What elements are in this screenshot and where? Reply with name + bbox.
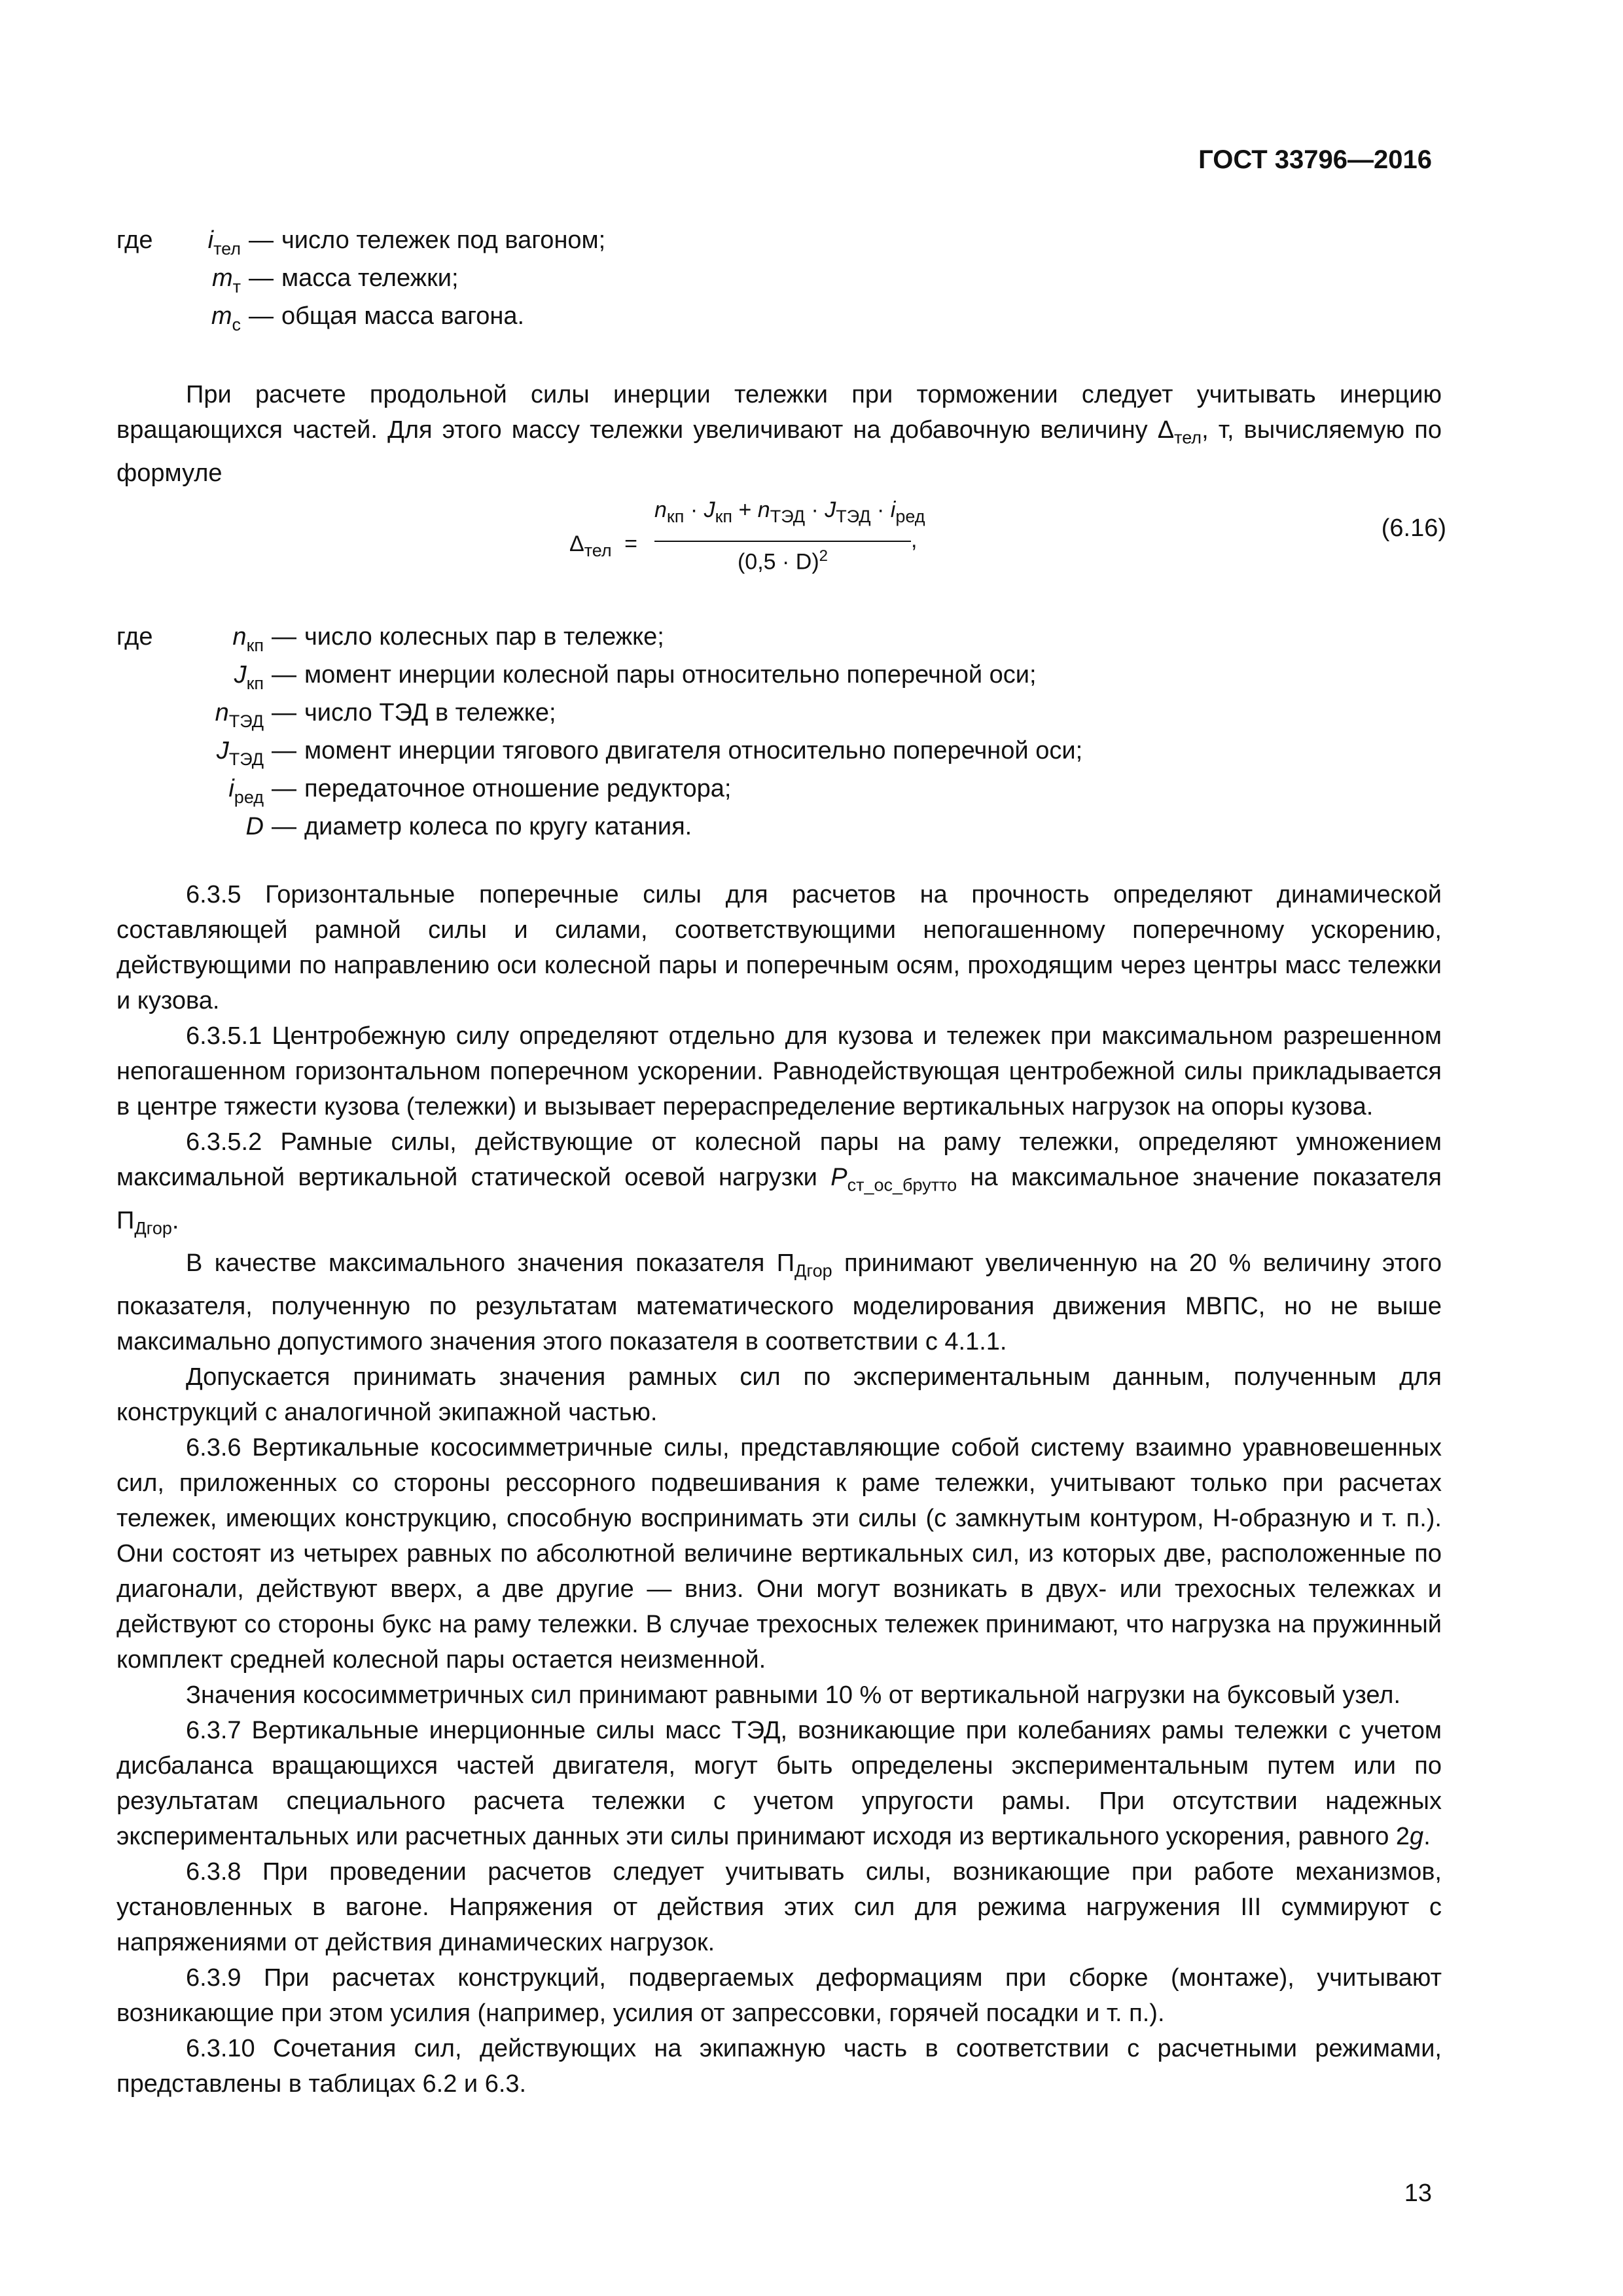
dash: — (249, 264, 274, 292)
dash: — (272, 813, 296, 840)
paragraph-6-3-8: 6.3.8 При проведении расчетов следует учитывать силы, возникающие при работе механизмов, установленных в вагоне. Напряжения от действия этих сил для режима нагружения III суммируют с напряжениями от действия динамических нагрузок. (116, 1857, 1442, 1956)
definition-text: число тележек под вагоном; (281, 226, 606, 254)
where-keyword: где (116, 623, 153, 651)
definition-row (116, 808, 1082, 846)
intro-paragraph: При расчете продольной силы инерции тележки при торможении следует учитывать инерцию вращающихся частей. Для этого массу тележки увеличивают на добавочную величину $\Delta_{тел}$, т, вычисляемую по формуле (116, 381, 1442, 487)
symbol: $m_с$ (211, 302, 241, 334)
paragraph-6-3-7: 6.3.7 Вертикальные инерционные силы масс ТЭД, возникающие при колебаниях рамы тележки с учетом дисбаланса вращающихся частей двигателя, могут быть определены экспериментальным путем или по результатам специального расчета тележки с учетом упругости рамы. При отсутствии надежных экспериментальных или расчетных данных эти силы принимают исходя из вертикального ускорения, равного 2g. (116, 1716, 1442, 1850)
definitions-list-1 (116, 221, 605, 335)
definitions-list-2 (116, 618, 1082, 846)
symbol: $m_т$ (211, 264, 241, 296)
dash: — (272, 623, 296, 651)
definition-text: общая масса вагона. (281, 302, 525, 330)
main-text (116, 877, 1442, 2102)
definition-text: диаметр колеса по кругу катания. (304, 813, 692, 840)
formula-6-16 (569, 497, 1446, 596)
formula-number: (6.16) (1381, 514, 1446, 542)
where-keyword (116, 656, 169, 694)
page-number: 13 (1404, 2179, 1432, 2207)
symbol: D (245, 813, 264, 840)
formula-denominator: $(0,5 \cdot D)^2$ (737, 547, 829, 575)
symbol: $i_{ред}$ (228, 775, 264, 807)
definition-row (116, 221, 605, 259)
paragraph-skew-values: Значения кососимметричных сил принимают равными 10 % от вертикальной нагрузки на буксовый узел. (186, 1681, 1401, 1709)
symbol: $n_{ТЭД}$ (215, 699, 264, 731)
definition-row (116, 297, 605, 335)
paragraph-max-value: В качестве максимального значения показателя $П_{Дгор}$ принимают увеличенную на 20 % величину этого показателя, полученную по результатам математического моделирования движения МВПС, но не выше максимально допустимого значения этого показателя в соответствии с 4.1.1. (116, 1249, 1442, 1355)
definition-row (116, 259, 605, 297)
symbol: $J_{кп}$ (234, 661, 264, 693)
standard-number: ГОСТ 33796—2016 (1198, 145, 1432, 174)
fraction-bar (654, 541, 911, 542)
paragraph-6-3-6: 6.3.6 Вертикальные кососимметричные силы, представляющие собой систему взаимно уравновешенных сил, приложенных со стороны рессорного подвешивания к раме тележки, учитывают только при расчетах тележек, имеющих конструкцию, способную воспринимать эти силы (с замкнутым контуром, Н-образную и т. п.). Они состоят из четырех равных по абсолютной величине вертикальных сил, из которых две, расположенные по диагонали, действуют вверх, а две другие — вниз. Они могут возникать в двух- или трехосных тележках и действуют со стороны букс на раму тележки. В случае трехосных тележек принимают, что нагрузка на пружинный комплект средней колесной пары остается неизменной. (116, 1433, 1442, 1674)
formula-lhs: $\Delta_{тел}$ = (569, 531, 637, 560)
definition-row (116, 618, 1082, 656)
where-keyword (116, 259, 175, 297)
definition-text: число колесных пар в тележке; (304, 623, 664, 651)
dash: — (272, 737, 296, 764)
definition-row (116, 770, 1082, 808)
where-keyword (116, 808, 169, 846)
definition-text: масса тележки; (281, 264, 459, 292)
dash: — (272, 661, 296, 689)
paragraph-6-3-5-1: 6.3.5.1 Центробежную силу определяют отдельно для кузова и тележек при максимальном разрешенном непогашенном горизонтальном поперечном ускорении. Равнодействующая центробежной силы прикладывается в центре тяжести кузова (тележки) и вызывает перераспределение вертикальных нагрузок на опоры кузова. (116, 1022, 1442, 1121)
definition-row (116, 656, 1082, 694)
paragraph-6-3-10: 6.3.10 Сочетания сил, действующих на экипажную часть в соответствии с расчетными режимами, представлены в таблицах 6.2 и 6.3. (116, 2034, 1442, 2098)
paragraph-6-3-9: 6.3.9 При расчетах конструкций, подвергаемых деформациям при сборке (монтаже), учитывают возникающие при этом усилия (например, усилия от запрессовки, горячей посадки и т. п.). (116, 1964, 1442, 2027)
where-keyword (116, 694, 169, 732)
symbol: $J_{ТЭД}$ (216, 737, 264, 769)
dash: — (272, 775, 296, 802)
paragraph-allowed: Допускается принимать значения рамных сил по экспериментальным данным, полученным для конструкций с аналогичной экипажной частью. (116, 1363, 1442, 1426)
paragraph-6-3-5: 6.3.5 Горизонтальные поперечные силы для расчетов на прочность определяют динамической составляющей рамной силы и силами, соответствующими непогашенному поперечному ускорению, действующими по направлению оси колесной пары и поперечным осям, проходящим через центры масс тележки и кузова. (116, 881, 1442, 1014)
intro-section (116, 377, 1442, 491)
formula-numerator: $n_{кп} \cdot J_{кп} + n_{ТЭД} \cdot J_{ТЭД} \cdot i_{ред}$ (654, 497, 925, 526)
definition-text: передаточное отношение редуктора; (304, 775, 732, 802)
definition-row (116, 732, 1082, 770)
dash: — (249, 226, 274, 254)
where-keyword (116, 770, 169, 808)
definition-row (116, 694, 1082, 732)
paragraph-6-3-5-2: 6.3.5.2 Рамные силы, действующие от колесной пары на раму тележки, определяют умножением максимальной вертикальной статической осевой нагрузки $P_{ст\_ос\_брутто}$ на максимальное значение показателя $П_{Дгор}$. (116, 1128, 1442, 1238)
where-keyword: где (116, 226, 153, 254)
definition-text: момент инерции тягового двигателя относительно поперечной оси; (304, 737, 1083, 764)
where-keyword (116, 297, 175, 335)
symbol: $n_{кп}$ (232, 623, 264, 655)
where-keyword (116, 732, 169, 770)
definition-text: число ТЭД в тележке; (304, 699, 556, 726)
dash: — (272, 699, 296, 726)
formula-comma: , (911, 528, 918, 552)
symbol: $i_{тел}$ (207, 226, 241, 259)
dash: — (249, 302, 274, 330)
definition-text: момент инерции колесной пары относительно поперечной оси; (304, 661, 1037, 689)
